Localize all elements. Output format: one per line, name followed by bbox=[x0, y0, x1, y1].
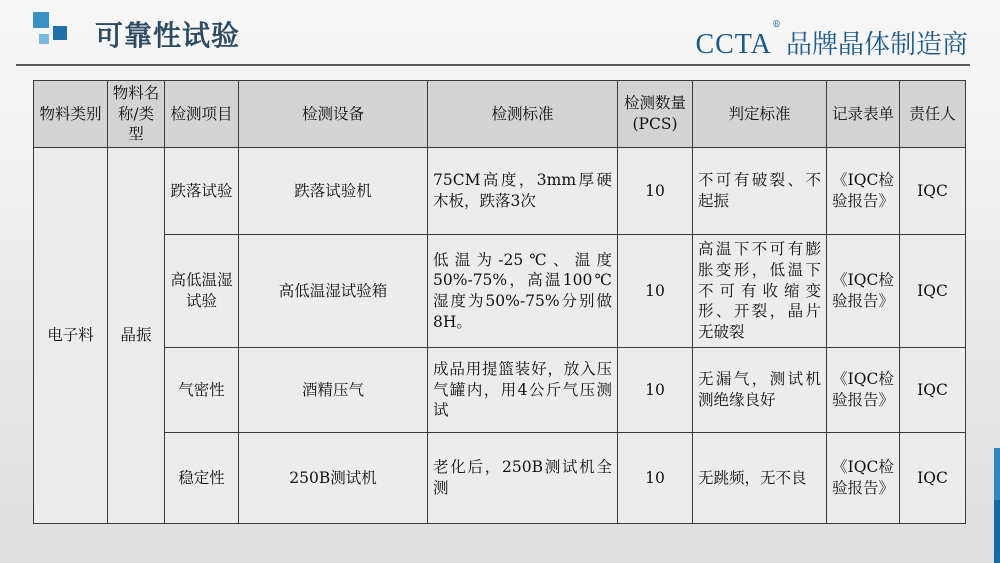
col-header-record: 记录表单 bbox=[827, 81, 900, 148]
item-cell: 稳定性 bbox=[165, 433, 239, 524]
brand-name: CCTA bbox=[695, 29, 772, 60]
judgement-cell: 无漏气，测试机测绝缘良好 bbox=[693, 348, 827, 433]
judgement-cell: 高温下不可有膨胀变形，低温下不可有收缩变形、开裂，晶片无破裂 bbox=[693, 235, 827, 348]
header-divider bbox=[16, 64, 970, 66]
judgement-cell: 不可有破裂、不起振 bbox=[693, 148, 827, 235]
equipment-cell: 250B测试机 bbox=[239, 433, 428, 524]
owner-cell: IQC bbox=[900, 348, 966, 433]
brand-suffix: 品牌晶体制造商 bbox=[785, 30, 968, 60]
record-cell: 《IQC检验报告》 bbox=[827, 235, 900, 348]
col-header-equipment: 检测设备 bbox=[239, 81, 428, 148]
standard-cell: 75CM高度，3mm厚硬木板，跌落3次 bbox=[428, 148, 618, 235]
logo-squares-icon bbox=[33, 12, 69, 48]
table-row bbox=[34, 433, 966, 524]
quantity-cell: 10 bbox=[618, 433, 693, 524]
owner-cell: IQC bbox=[900, 235, 966, 348]
category-cell: 电子料 bbox=[34, 148, 108, 524]
quantity-cell: 10 bbox=[618, 235, 693, 348]
record-cell: 《IQC检验报告》 bbox=[827, 348, 900, 433]
table-row bbox=[34, 348, 966, 433]
equipment-cell: 酒精压气 bbox=[239, 348, 428, 433]
item-cell: 气密性 bbox=[165, 348, 239, 433]
table-row bbox=[34, 235, 966, 348]
side-accent-bar-dark bbox=[994, 500, 1000, 563]
col-header-standard: 检测标准 bbox=[428, 81, 618, 148]
col-header-material: 物料名称/类型 bbox=[108, 81, 165, 148]
page-title: 可靠性试验 bbox=[95, 19, 241, 52]
col-header-judgement: 判定标准 bbox=[693, 81, 827, 148]
standard-cell: 低温为-25℃、温度50%-75%，高温100℃湿度为50%-75%分别做8H。 bbox=[428, 235, 618, 348]
col-header-item: 检测项目 bbox=[165, 81, 239, 148]
record-cell: 《IQC检验报告》 bbox=[827, 433, 900, 524]
equipment-cell: 跌落试验机 bbox=[239, 148, 428, 235]
col-header-quantity: 检测数量(PCS) bbox=[618, 81, 693, 148]
table-header-row bbox=[34, 81, 966, 148]
judgement-cell: 无跳频，无不良 bbox=[693, 433, 827, 524]
quantity-cell: 10 bbox=[618, 348, 693, 433]
equipment-cell: 高低温湿试验箱 bbox=[239, 235, 428, 348]
standard-cell: 成品用提篮装好，放入压气罐内，用4公斤气压测试 bbox=[428, 348, 618, 433]
owner-cell: IQC bbox=[900, 433, 966, 524]
brand-tagline bbox=[695, 20, 968, 61]
material-cell: 晶振 bbox=[108, 148, 165, 524]
item-cell: 跌落试验 bbox=[165, 148, 239, 235]
table-row bbox=[34, 148, 966, 235]
col-header-owner: 责任人 bbox=[900, 81, 966, 148]
standard-cell: 老化后，250B测试机全测 bbox=[428, 433, 618, 524]
quantity-cell: 10 bbox=[618, 148, 693, 235]
item-cell: 高低温湿试验 bbox=[165, 235, 239, 348]
col-header-category: 物料类别 bbox=[34, 81, 108, 148]
owner-cell: IQC bbox=[900, 148, 966, 235]
reliability-test-table bbox=[33, 80, 966, 524]
record-cell: 《IQC检验报告》 bbox=[827, 148, 900, 235]
registered-mark: ® bbox=[771, 20, 781, 30]
